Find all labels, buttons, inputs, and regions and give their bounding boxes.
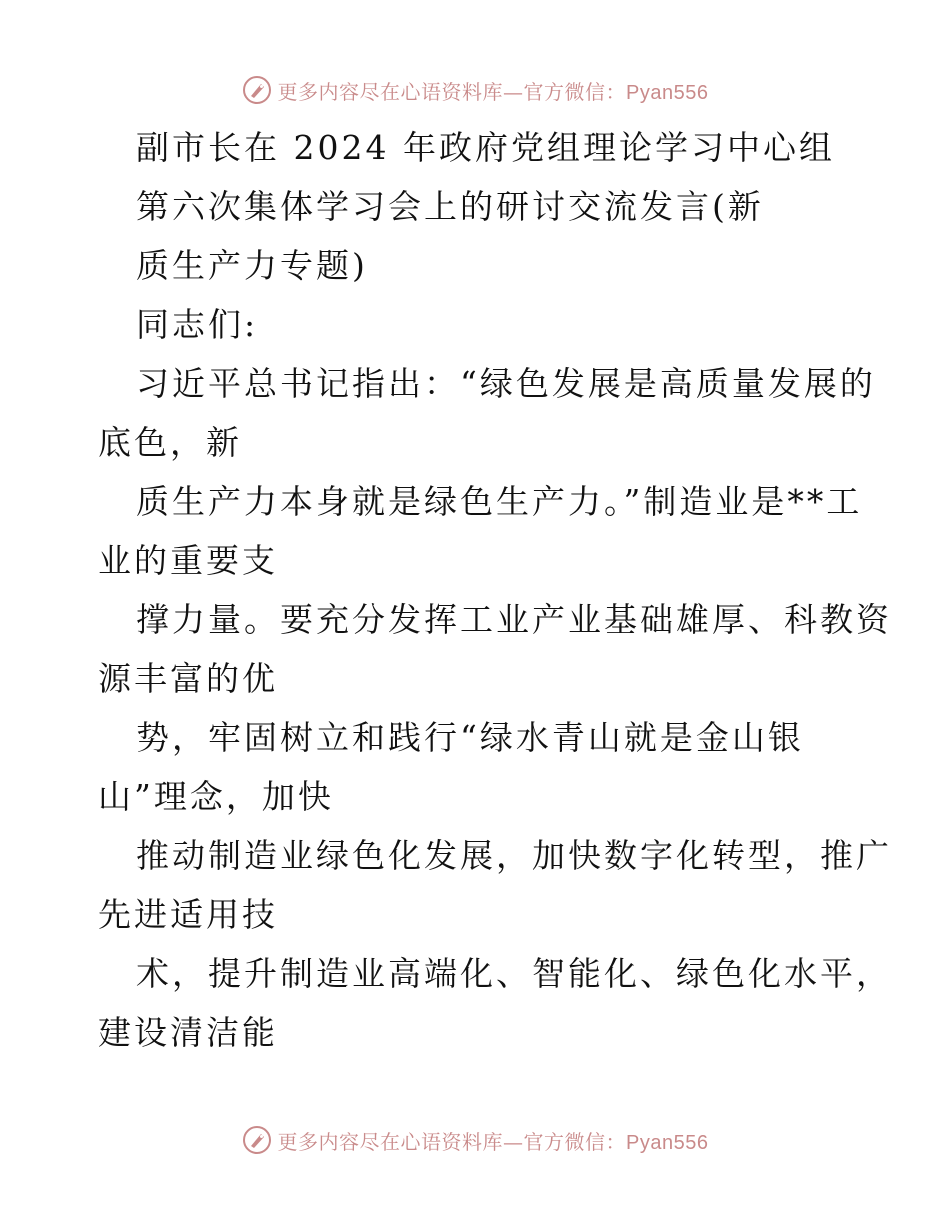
paragraph-line: 习近平总书记指出：“绿色发展是高质量发展的: [136, 364, 876, 403]
title-line-2: 第六次集体学习会上的研讨交流发言(新: [136, 187, 764, 226]
title-line-3: 质生产力专题): [136, 246, 368, 285]
paragraph-line: 源丰富的优: [98, 659, 278, 698]
document-body: [98, 118, 892, 1062]
pen-nib-logo-icon: [242, 75, 272, 105]
watermark-text: [278, 76, 709, 105]
paragraph-line: 势，牢固树立和践行“绿水青山就是金山银: [136, 718, 804, 757]
watermark-label: 更多内容尽在心语资料库—官方微信：: [277, 1129, 627, 1154]
salutation: 同志们:: [136, 305, 259, 344]
paragraph-line: 底色，新: [98, 423, 242, 462]
paragraph-line: 术，提升制造业高端化、智能化、绿色化水平，: [136, 954, 892, 993]
watermark-wechat-id: Pyan556: [626, 81, 709, 104]
title-line-1: 副市长在 2024 年政府党组理论学习中心组: [136, 128, 835, 167]
paragraph-line: 质生产力本身就是绿色生产力。”制造业是**工: [136, 482, 863, 521]
paragraph-line: 建设清洁能: [98, 1013, 278, 1052]
paragraph-line: 推动制造业绿色化发展，加快数字化转型，推广: [136, 836, 892, 875]
paragraph-line: 先进适用技: [98, 895, 278, 934]
paragraph-line: 山”理念，加快: [98, 777, 334, 816]
footer-watermark-banner: [0, 1120, 950, 1160]
pen-nib-logo-icon: [242, 1125, 272, 1155]
paragraph-line: 撑力量。要充分发挥工业产业基础雄厚、科教资: [136, 600, 892, 639]
watermark-text: [278, 1126, 709, 1155]
header-watermark-banner: [0, 70, 950, 110]
paragraph-line: 业的重要支: [98, 541, 278, 580]
watermark-wechat-id: Pyan556: [626, 1131, 709, 1154]
watermark-label: 更多内容尽在心语资料库—官方微信：: [277, 79, 627, 104]
